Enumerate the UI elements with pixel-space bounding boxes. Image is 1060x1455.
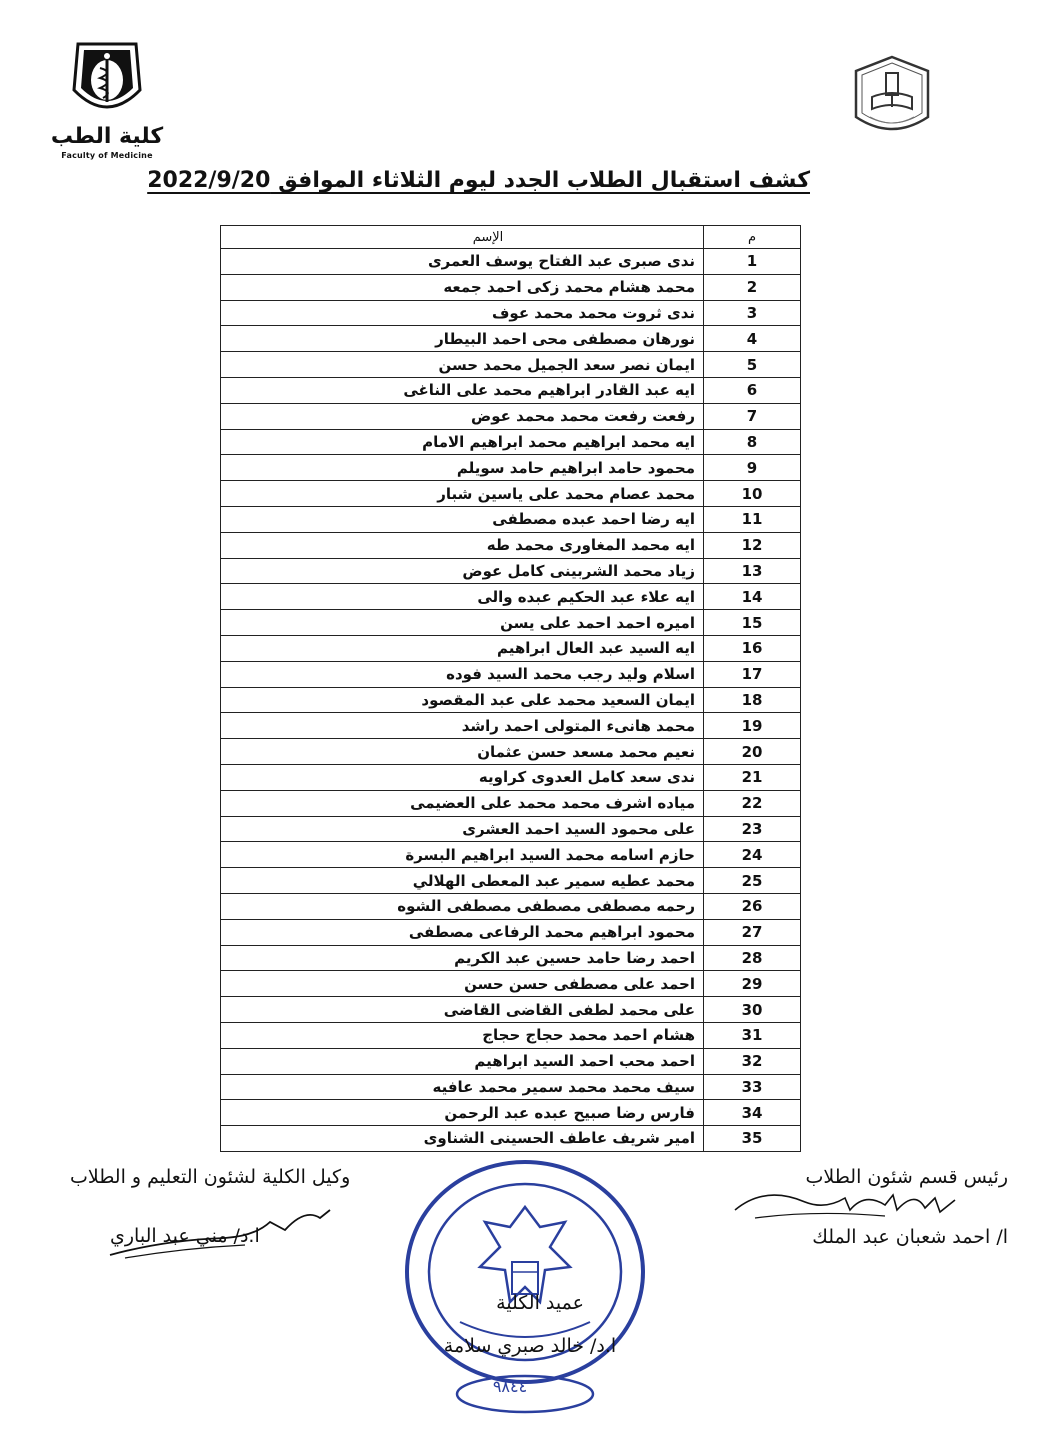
row-number: 26 (704, 893, 801, 919)
seal-number: ٩٨٤٤ (492, 1377, 528, 1396)
table-row (221, 429, 801, 455)
row-number: 23 (704, 816, 801, 842)
student-name: حازم اسامه محمد السيد ابراهيم البسرة (221, 842, 704, 868)
table-row (221, 326, 801, 352)
table-row (221, 661, 801, 687)
column-header-number: م (704, 226, 801, 249)
student-name: اسلام وليد رجب محمد السيد فوده (221, 661, 704, 687)
table-row (221, 1048, 801, 1074)
row-number: 29 (704, 971, 801, 997)
student-name: ايه محمد المغاورى محمد طه (221, 532, 704, 558)
row-number: 32 (704, 1048, 801, 1074)
row-number: 18 (704, 687, 801, 713)
row-number: 28 (704, 945, 801, 971)
row-number: 31 (704, 1022, 801, 1048)
table-row (221, 455, 801, 481)
row-number: 6 (704, 377, 801, 403)
table-row (221, 584, 801, 610)
student-name: هشام احمد محمد حجاج حجاج (221, 1022, 704, 1048)
student-name: محمد هانىء المتولى احمد راشد (221, 713, 704, 739)
student-name: زياد محمد الشربينى كامل عوض (221, 558, 704, 584)
student-affairs-head-title: رئيس قسم شئون الطلاب (805, 1166, 1008, 1188)
table-row (221, 971, 801, 997)
student-name: مياده اشرف محمد محمد على العضيمى (221, 790, 704, 816)
row-number: 35 (704, 1126, 801, 1152)
table-row (221, 997, 801, 1023)
table-row (221, 739, 801, 765)
table-row (221, 274, 801, 300)
student-name: ايمان السعيد محمد على عبد المقصود (221, 687, 704, 713)
table-header-row (221, 226, 801, 249)
row-number: 17 (704, 661, 801, 687)
row-number: 9 (704, 455, 801, 481)
faculty-name-arabic: كلية الطب (50, 124, 164, 149)
row-number: 8 (704, 429, 801, 455)
row-number: 34 (704, 1100, 801, 1126)
row-number: 27 (704, 919, 801, 945)
row-number: 19 (704, 713, 801, 739)
row-number: 15 (704, 610, 801, 636)
student-name: ندى سعد كامل العدوى كراويه (221, 764, 704, 790)
student-name: محمد عصام محمد على ياسين شبار (221, 481, 704, 507)
table-row (221, 1022, 801, 1048)
faculty-logo (48, 40, 166, 162)
vice-dean-name: ا.د/ مني عبد الباري (110, 1225, 260, 1247)
row-number: 5 (704, 352, 801, 378)
student-name: محمد هشام محمد زكى احمد جمعه (221, 274, 704, 300)
row-number: 10 (704, 481, 801, 507)
table-row (221, 610, 801, 636)
column-header-name: الإسم (221, 226, 704, 249)
table-row (221, 1126, 801, 1152)
student-name: ندى ثروت محمد محمد عوف (221, 300, 704, 326)
table-row (221, 532, 801, 558)
faculty-name-english: Faculty of Medicine (61, 151, 153, 160)
dean-title: عميد الكلية (496, 1292, 584, 1314)
students-table (220, 225, 801, 1152)
table-row (221, 764, 801, 790)
student-name: محمود ابراهيم محمد الرفاعى مصطفى (221, 919, 704, 945)
row-number: 13 (704, 558, 801, 584)
row-number: 21 (704, 764, 801, 790)
table-row (221, 377, 801, 403)
student-name: نعيم محمد مسعد حسن عثمان (221, 739, 704, 765)
table-row (221, 635, 801, 661)
dean-name: ا.د/ خالد صبري سلامة (443, 1335, 617, 1357)
table-row (221, 945, 801, 971)
table-row (221, 919, 801, 945)
table-row (221, 352, 801, 378)
student-name: رفعت رفعت محمد محمد عوض (221, 403, 704, 429)
student-name: ايه عبد القادر ابراهيم محمد على الناغى (221, 377, 704, 403)
student-name: اميره احمد احمد على يسن (221, 610, 704, 636)
student-name: احمد محب احمد السيد ابراهيم (221, 1048, 704, 1074)
row-number: 20 (704, 739, 801, 765)
table-row (221, 816, 801, 842)
table-row (221, 687, 801, 713)
row-number: 24 (704, 842, 801, 868)
row-number: 25 (704, 868, 801, 894)
student-name: ايه علاء عبد الحكيم عبده والى (221, 584, 704, 610)
student-name: ايه السيد عبد العال ابراهيم (221, 635, 704, 661)
table-row (221, 506, 801, 532)
student-name: احمد على مصطفى حسن حسن (221, 971, 704, 997)
table-row (221, 790, 801, 816)
student-name: فارس رضا صبيح عبده عبد الرحمن (221, 1100, 704, 1126)
table-row (221, 713, 801, 739)
student-name: ندى صبرى عبد الفتاح يوسف العمرى (221, 249, 704, 275)
row-number: 3 (704, 300, 801, 326)
student-name: ايمان نصر سعد الجميل محمد حسن (221, 352, 704, 378)
table-row (221, 1074, 801, 1100)
document-title: كشف استقبال الطلاب الجدد ليوم الثلاثاء الموافق 2022/9/20 (147, 168, 810, 193)
row-number: 12 (704, 532, 801, 558)
table-row (221, 558, 801, 584)
student-name: على محمد لطفى القاضى القاضى (221, 997, 704, 1023)
student-name: سيف محمد محمد سمير محمد عافيه (221, 1074, 704, 1100)
row-number: 4 (704, 326, 801, 352)
faculty-emblem-icon (48, 40, 166, 124)
student-name: نورهان مصطفى محى احمد البيطار (221, 326, 704, 352)
row-number: 2 (704, 274, 801, 300)
student-name: ايه رضا احمد عبده مصطفى (221, 506, 704, 532)
student-name: محمد عطيه سمير عبد المعطى الهلالي (221, 868, 704, 894)
row-number: 7 (704, 403, 801, 429)
student-name: رحمه مصطفى مصطفى مصطفى الشوه (221, 893, 704, 919)
table-row (221, 481, 801, 507)
student-name: على محمود السيد احمد العشرى (221, 816, 704, 842)
table-row (221, 868, 801, 894)
row-number: 33 (704, 1074, 801, 1100)
row-number: 1 (704, 249, 801, 275)
student-name: امير شريف عاطف الحسينى الشناوى (221, 1126, 704, 1152)
vice-dean-title: وكيل الكلية لشئون التعليم و الطلاب (70, 1166, 351, 1188)
table-row (221, 403, 801, 429)
student-name: محمود حامد ابراهيم حامد سويلم (221, 455, 704, 481)
table-row (221, 893, 801, 919)
row-number: 22 (704, 790, 801, 816)
row-number: 11 (704, 506, 801, 532)
table-row (221, 249, 801, 275)
table-row (221, 842, 801, 868)
table-row (221, 300, 801, 326)
university-logo (852, 55, 932, 139)
row-number: 30 (704, 997, 801, 1023)
student-name: احمد رضا حامد حسين عبد الكريم (221, 945, 704, 971)
row-number: 14 (704, 584, 801, 610)
row-number: 16 (704, 635, 801, 661)
student-affairs-head-name: ا/ احمد شعبان عبد الملك (812, 1226, 1008, 1248)
student-name: ايه محمد ابراهيم محمد ابراهيم الامام (221, 429, 704, 455)
table-row (221, 1100, 801, 1126)
